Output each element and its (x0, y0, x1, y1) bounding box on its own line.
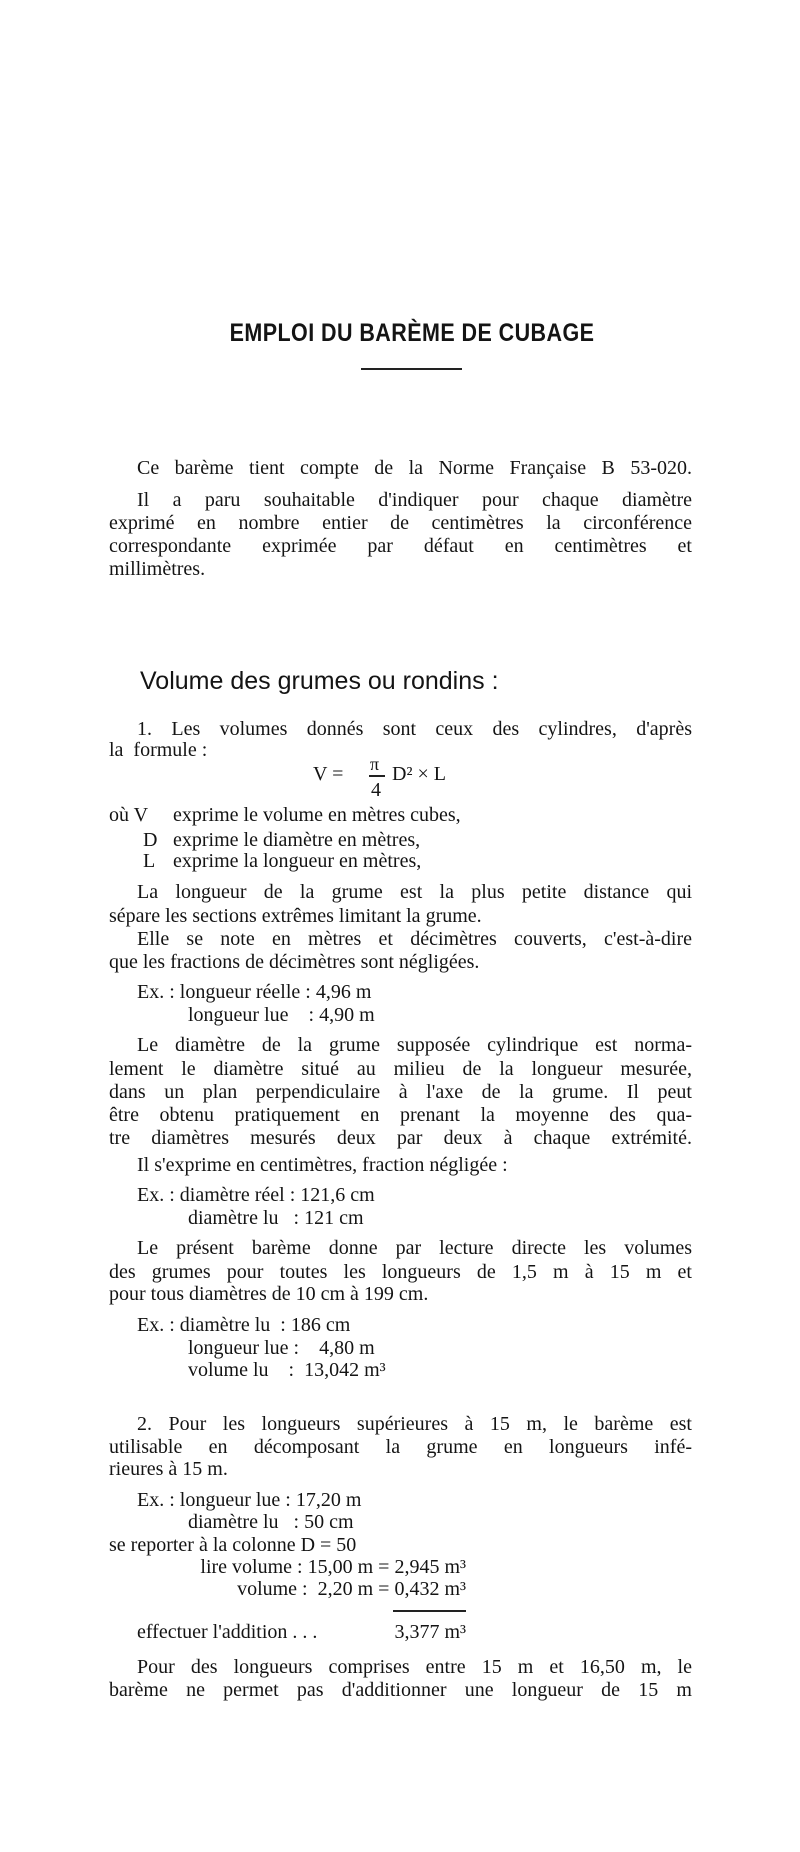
title-rule (361, 368, 462, 370)
text-line-s2-6: lire volume : 15,00 m = 2,945 m³ (200, 1556, 466, 1578)
text-line-s1b-0: La longueur de la grume est la plus petite distance qui (137, 881, 692, 903)
text-line-formula-rhs: D² × L (392, 763, 446, 785)
text-line-s1b-12: Ex. : diamètre réel : 121,6 cm (137, 1184, 375, 1206)
text-line-s1b-19: volume lu : 13,042 m³ (188, 1359, 386, 1381)
section-heading: Volume des grumes ou rondins : (140, 667, 499, 695)
text-line-intro-4: millimètres. (109, 558, 206, 580)
text-line-s1b-8: dans un plan perpendiculaire à l'axe de la grume. Il peut (109, 1081, 692, 1103)
text-line-s1b-9: être obtenu pratiquement en prenant la moyenne des qua- (109, 1104, 692, 1126)
text-line-s2-5: se reporter à la colonne D = 50 (109, 1534, 357, 1556)
text-line-intro-2: exprimé en nombre entier de centimètres la circonférence (109, 512, 692, 534)
text-line-s1b-16: pour tous diamètres de 10 cm à 199 cm. (109, 1283, 429, 1305)
text-line-formula-num: π (370, 754, 380, 774)
text-line-s2-11: barème ne permet pas d'additionner une longueur de 15 m (109, 1679, 692, 1701)
text-line-s2-0: 2. Pour les longueurs supérieures à 15 m, le barème est (137, 1413, 692, 1435)
text-line-s2-4: diamètre lu : 50 cm (188, 1511, 354, 1533)
text-line-s1b-14: Le présent barème donne par lecture directe les volumes (137, 1237, 692, 1259)
text-line-intro-0: Ce barème tient compte de la Norme Française B 53-020. (137, 457, 692, 479)
text-line-s1b-17: Ex. : diamètre lu : 186 cm (137, 1314, 351, 1336)
text-line-s2-3: Ex. : longueur lue : 17,20 m (137, 1489, 362, 1511)
text-line-s1b-13: diamètre lu : 121 cm (188, 1207, 364, 1229)
text-line-defs-2-sym: L (143, 850, 156, 872)
text-line-s2-10: Pour des longueurs comprises entre 15 m et 16,50 m, le (137, 1656, 692, 1678)
text-line-s1b-5: longueur lue : 4,90 m (188, 1004, 375, 1026)
text-line-s1-0: 1. Les volumes donnés sont ceux des cylindres, d'après (137, 718, 692, 740)
text-line-formula-lhs: V = (313, 763, 344, 785)
page-title: EMPLOI DU BARÈME DE CUBAGE (229, 319, 595, 347)
text-line-s1b-2: Elle se note en mètres et décimètres couverts, c'est-à-dire (137, 928, 692, 950)
text-line-s1b-15: des grumes pour toutes les longueurs de 1,5 m à 15 m et (109, 1261, 692, 1283)
text-line-s2-2: rieures à 15 m. (109, 1458, 228, 1480)
text-line-s2-7: volume : 2,20 m = 0,432 m³ (237, 1578, 466, 1600)
text-line-defs-2-text: exprime la longueur en mètres, (173, 850, 422, 872)
text-line-s1-1: la formule : (109, 739, 208, 761)
text-line-formula-den: 4 (371, 779, 381, 801)
text-line-s1b-3: que les fractions de décimètres sont négligées. (109, 951, 480, 973)
text-line-s1b-7: lement le diamètre situé au milieu de la longueur mesurée, (109, 1058, 692, 1080)
text-line-s1b-11: Il s'exprime en centimètres, fraction négligée : (137, 1154, 508, 1176)
text-line-s2-1: utilisable en décomposant la grume en longueurs infé- (109, 1436, 692, 1458)
text-line-defs-0-text: exprime le volume en mètres cubes, (173, 804, 461, 826)
text-line-s2-9: 3,377 m³ (394, 1621, 466, 1643)
text-line-defs-0-sym: où V (109, 804, 149, 826)
text-line-s1b-18: longueur lue : 4,80 m (188, 1337, 375, 1359)
sum-rule (393, 1610, 466, 1612)
text-line-intro-1: Il a paru souhaitable d'indiquer pour chaque diamètre (137, 489, 692, 511)
text-line-s1b-4: Ex. : longueur réelle : 4,96 m (137, 981, 372, 1003)
text-line-defs-1-sym: D (143, 829, 158, 851)
text-line-s1b-6: Le diamètre de la grume supposée cylindrique est norma- (137, 1034, 692, 1056)
text-line-defs-1-text: exprime le diamètre en mètres, (173, 829, 421, 851)
text-line-intro-3: correspondante exprimée par défaut en centimètres et (109, 535, 692, 557)
text-line-s1b-1: sépare les sections extrêmes limitant la grume. (109, 905, 482, 927)
text-line-s2-8: effectuer l'addition . . . (137, 1621, 318, 1643)
text-line-s1b-10: tre diamètres mesurés deux par deux à chaque extrémité. (109, 1127, 692, 1149)
